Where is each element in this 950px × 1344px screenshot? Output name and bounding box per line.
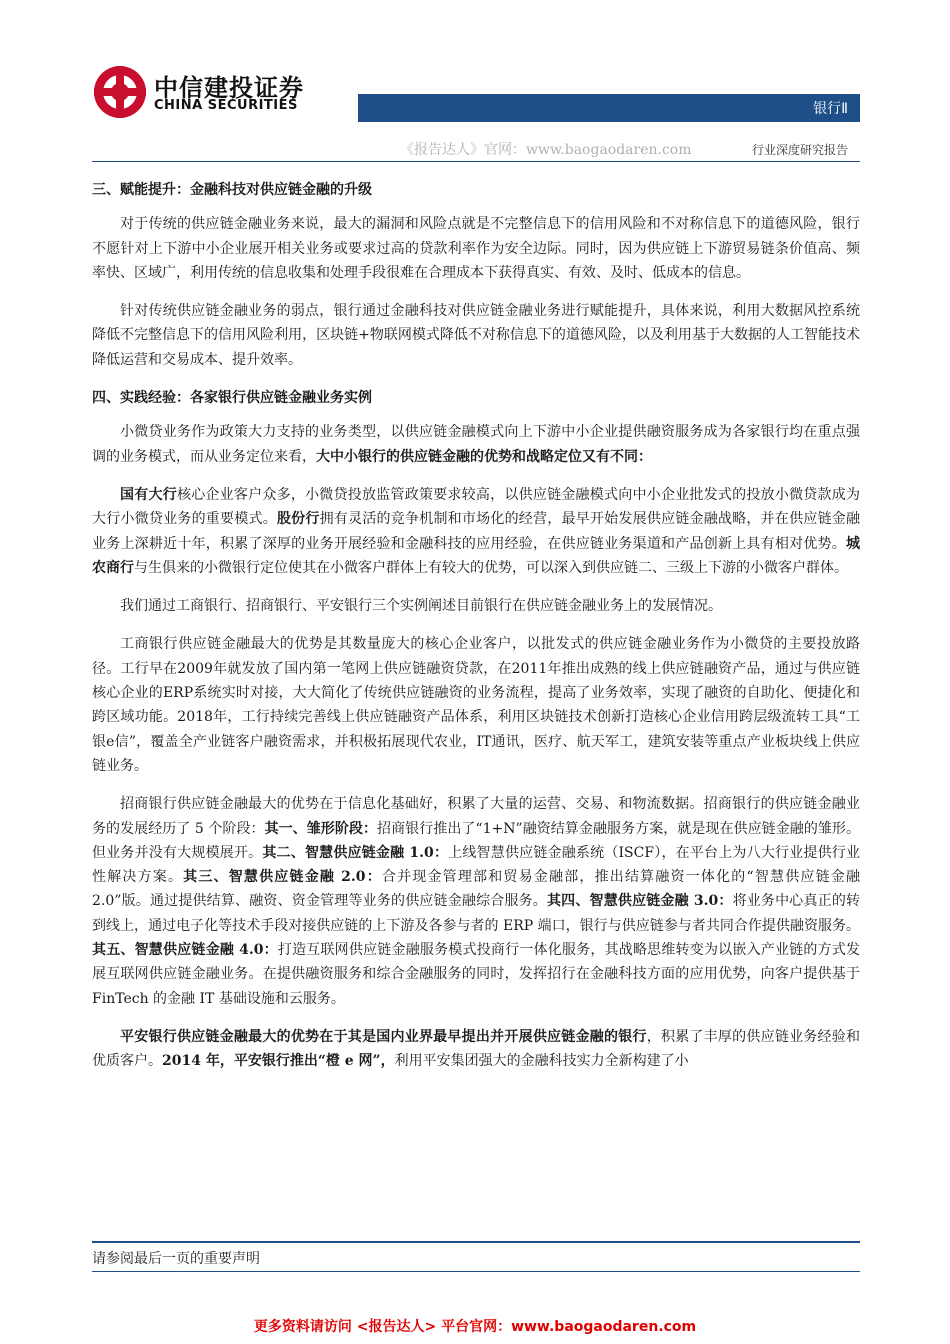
paragraph: [92, 420, 860, 469]
bold-text: 大中小银行的供应链金融的优势和战略定位又有不同：: [316, 448, 652, 465]
header-banner: [358, 94, 860, 122]
text: 将业务中心真正的转到线上，通过电子化等技术手段对接供应链的上下游及各参与者的 ERP 端口，银行与供应链参与者共同合作提供融资服务。: [92, 893, 861, 934]
report-type: 行业深度研究报告: [752, 143, 849, 157]
disclaimer-note: 请参阅最后一页的重要声明: [92, 1251, 260, 1267]
text: 与生俱来的小微银行定位使其在小微客户群体上有较大的优势，可以深入到供应链二、三级上下游的小微客户群体。: [134, 559, 848, 576]
company-logo: [92, 64, 312, 124]
header-divider: [92, 161, 860, 162]
bold-text: 其一、雏形阶段：: [264, 820, 378, 837]
paragraph: 针对传统供应链金融业务的弱点，银行通过金融科技对供应链金融业务进行赋能提升，具体来说，利用大数据风控系统降低不完整信息下的信用风险利用，区块链+物联网模式降低不对称信息下的道德风险，以及利用基于大数据的人工智能技术降低运营和交易成本、提升效率。: [92, 303, 860, 368]
citic-logo-icon: [92, 64, 148, 120]
text: 上线智慧供应链金融系统（ISCF），在平台上为八大行业提供行业性解决方案。: [92, 844, 861, 886]
section-heading-3: 三、赋能提升：金融科技对供应链金融的升级: [92, 182, 372, 198]
bold-text: 其二、智慧供应链金融 1.0：: [262, 844, 449, 861]
sector-label: 银行Ⅱ: [813, 101, 848, 117]
text: 合并现金管理部和贸易金融部，推出结算融资一体化的“智慧供应链金融 2.0”版。通过提供结算、融资、资金管理等业务的供应链金融综合服务。: [92, 869, 861, 910]
paragraph: 我们通过工商银行、招商银行、平安银行三个实例阐述目前银行在供应链金融业务上的发展情况。: [120, 598, 722, 615]
logo-chinese-name: 中信建投证券: [154, 74, 304, 102]
bold-text: 国有大行: [120, 486, 177, 503]
bold-text: 股份行: [276, 511, 320, 528]
text: 拥有灵活的竞争机制和市场化的经营，最早开始发展供应链金融战略，并在供应链金融业务上深耕近十年，积累了深厚的业务开展经验和金融科技的应用经验，在供应链业务渠道和产品创新上具有相对优势。: [92, 511, 861, 552]
text: 招商银行供应链金融最大的优势在于信息化基础好，积累了大量的运营、交易、和物流数据。招商银行的供应链金融业务的发展经历了 5 个阶段：: [92, 796, 860, 837]
paragraph: 对于传统的供应链金融业务来说，最大的漏洞和风险点就是不完整信息下的信用风险和不对称信息下的道德风险，银行不愿针对上下游中小企业展开相关业务或要求过高的贷款利率作为安全边际。同时，因为供应链上下游贸易链条价值高、频率快、区域广，利用传统的信息收集和处理手段很难在合理成本下获得真实、有效、及时、低成本的信息。: [92, 216, 860, 281]
report-body: [92, 170, 860, 1088]
footer-divider: [92, 1241, 860, 1243]
text: 招商银行推出了“1+N”融资结算金融服务方案，就是现在供应链金融的雏形。但业务并没有大规模展开。: [92, 820, 861, 861]
text: 核心企业客户众多，小微贷投放监管政策要求较高，以供应链金融模式向中小企业批发式的投放小微贷款成为大行小微贷业务的重要模式。: [92, 486, 861, 528]
text: 打造互联网供应链金融服务模式投商行一体化服务，其战略思维转变为以嵌入产业链的方式发展互联网供应链金融业务。在提供融资服务和综合金融服务的同时，发挥招行在金融科技方面的应用优势，向客户提供基于 FinTech 的金融 IT 基础设施和云服务。: [92, 942, 860, 1007]
bottom-ad-link[interactable]: 更多资料请访问 <报告达人> 平台官网：www.baogaodaren.com: [253, 1319, 697, 1335]
footer-divider-thin: [92, 1271, 860, 1272]
bold-text: 城农商行: [92, 535, 860, 576]
text: 利用平安集团强大的金融科技实力全新构建了小: [394, 1053, 689, 1070]
watermark-text: 《报告达人》官网：www.baogaodaren.com: [400, 142, 692, 158]
paragraph: [92, 483, 860, 580]
bold-text: 其四、智慧供应链金融 3.0：: [547, 893, 733, 910]
section-heading-4: 四、实践经验：各家银行供应链金融业务实例: [92, 390, 372, 407]
text: ，积累了丰厚的供应链业务经验和优质客户。: [92, 1028, 861, 1070]
paragraph: [92, 1025, 860, 1074]
bold-text: 其三、智慧供应链金融 2.0：: [183, 869, 382, 886]
paragraph: [92, 792, 860, 1011]
bold-text: 平安银行供应链金融最大的优势在于其是国内业界最早提出并开展供应链金融的银行: [120, 1028, 647, 1045]
logo-english-name: CHINA SECURITIES: [154, 98, 298, 113]
bold-text: 2014 年，平安银行推出“橙 e 网”，: [162, 1053, 395, 1070]
bold-text: 其五、智慧供应链金融 4.0：: [92, 942, 278, 959]
text: 小微贷业务作为政策大力支持的业务类型，以供应链金融模式向上下游中小企业提供融资服务成为各家银行均在重点强调的业务模式，而从业务定位来看，: [92, 424, 860, 465]
paragraph: 工商银行供应链金融最大的优势是其数量庞大的核心企业客户，以批发式的供应链金融业务作为小微贷的主要投放路径。工行早在2009年就发放了国内第一笔网上供应链融资贷款，在2011年推出成熟的线上供应链融资产品，通过与供应链核心企业的ERP系统实时对接，大大简化了传统供应链融资的业务流程，提高了业务效率，实现了融资的自助化、便捷化和跨区域功能。2018年，工行持续完善线上供应链融资产品体系，利用区块链技术创新打造核心企业信用跨层级流转工具“工银e信”，覆盖全产业链客户融资需求，并积极拓展现代农业，IT通讯，医疗、航天军工，建筑安装等重点产业板块线上供应链业务。: [92, 636, 860, 774]
